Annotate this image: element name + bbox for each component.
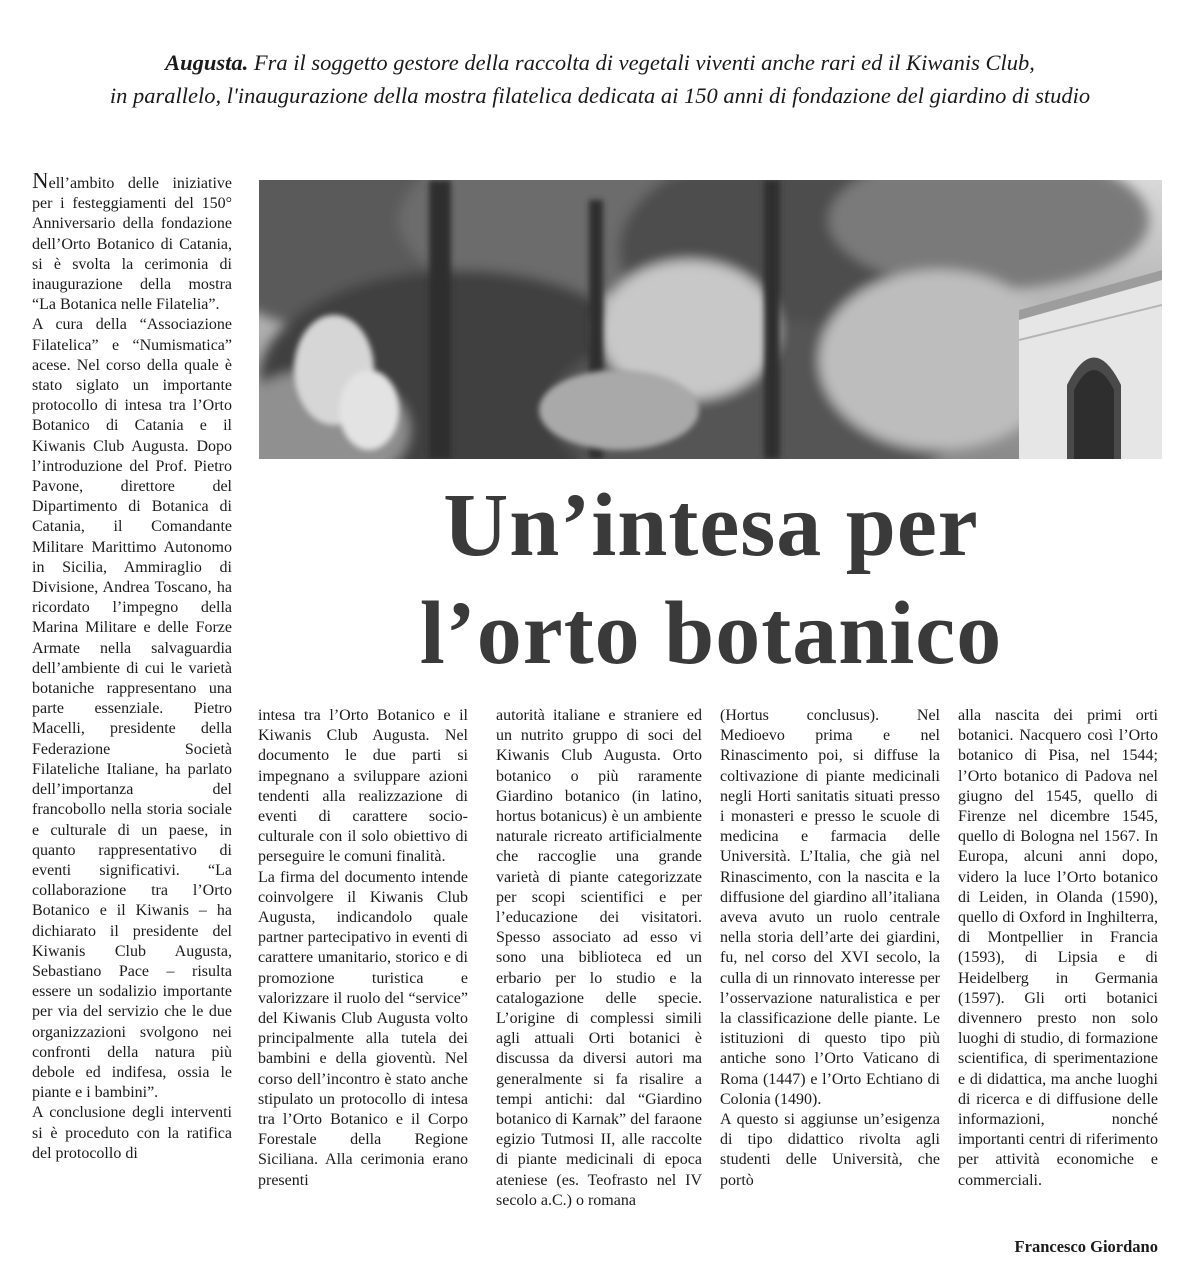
article-column-5 [958, 706, 1158, 1272]
headline-line-2: l’orto botanico [419, 584, 1003, 683]
subtitle-line-2: in parallelo, l'inaugurazione della mostra filatelica dedicata ai 150 anni di fondazione del giardino di studio [109, 83, 1091, 108]
dropcap-letter: N [32, 173, 49, 193]
article-subtitle [20, 46, 1180, 112]
paragraph: alla nascita dei primi orti botanici. Nacquero così l’Orto botanico di Pisa, nel 1544; l’Orto botanico di Padova nel giugno del 1545, quello di Firenze nel dicembre 1545, quello di Bologna nel 1567. In Europa, alcuni anni dopo, videro la luce l’Orto botanico di Leiden, in Olanda (1590), quello di Oxford in Inghilterra, di Montpellier in Francia (1593), di Lipsia e di Heidelberg in Germania (1597). Gli orti botanici divennero presto non solo luoghi di studio, di formazione scientifica, di sperimentazione e di didattica, ma anche luoghi di ricerca e di diffusione delle informazioni, nonché importanti centri di riferimento per attività economiche e commerciali. [958, 707, 1158, 1189]
paragraph: A cura della “Associazione Filatelica” e “Numismatica” acese. Nel corso della quale è stato siglato un importante protocollo di intesa tra l’Orto Botanico di Catania e il Kiwanis Club Augusta. Dopo l’introduzione del Prof. Pietro Pavone, direttore del Dipartimento di Botanica di Catania, il Comandante Militare Marittimo Autonomo in Sicilia, Ammiraglio di Divisione, Andrea Toscano, ha ricordato l’impegno della Marina Militare e delle Forze Armate nella salvaguardia dell’ambiente di cui le varietà botaniche rappresentano una parte essenziale. Pietro Macelli, presidente della Federazione Società Filateliche Italiane, ha parlato dell’importanza del francobollo nella storia sociale e culturale di un paese, in quanto rappresentativo di eventi significativi. “La collaborazione tra l’Orto Botanico e il Kiwanis – ha dichiarato il presidente del Kiwanis Club Augusta, Sebastiano Pace – risulta essere un sodalizio importante per via del servizio che le due organizzazioni svolgono nei confronti della natura più debole ed indifesa, ossia le piante e i bambini”. [32, 316, 232, 1102]
article-column-2 [258, 706, 468, 1272]
paragraph: intesa tra l’Orto Botanico e il Kiwanis Club Augusta. Nel documento le due parti si impegnano a sviluppare azioni tendenti alla realizzazione di eventi di carattere socio-culturale con il solo obiettivo di perseguire le comuni finalità. [258, 707, 468, 866]
paragraph-intro-text: ell’ambito delle iniziative per i festeggiamenti del 150° Anniversario della fondazione dell’Orto Botanico di Catania, si è svolta la cerimonia di inaugurazione della mostra “La Botanica nelle Filatelia”. [32, 175, 232, 314]
paragraph: (Hortus conclusus). Nel Medioevo prima e nel Rinascimento poi, si diffuse la coltivazione di piante medicinali negli Horti sanitatis situati presso i monasteri e presso le scuole di medicina e farmacia delle Università. L’Italia, che già nel Rinascimento, con la nascita e la diffusione del giardino all’italiana aveva avuto un ruolo centrale nella storia dell’arte dei giardini, fu, nel corso del XVI secolo, la culla di un rinnovato interesse per l’osservazione naturalistica e per la classificazione delle piante. Le istituzioni di questo tipo più antiche sono l’Orto Vaticano di Roma (1447) e l’Orto Echtiano di Colonia (1490). [720, 707, 940, 1108]
paragraph: A questo si aggiunse un’esigenza di tipo didattico rivolta agli studenti delle Università, che portò [720, 1111, 940, 1189]
subtitle-line-1 [20, 46, 1180, 79]
headline-line-1: Un’intesa per [443, 476, 979, 575]
subtitle-text-1: Fra il soggetto gestore della raccolta di vegetali viventi anche rari ed il Kiwanis Club, [253, 50, 1035, 75]
garden-photo [259, 180, 1162, 459]
article-column-3 [496, 706, 702, 1272]
garden-photo-icon [259, 180, 1162, 459]
article-column-4 [720, 706, 940, 1272]
author-byline: Francesco Giordano [1014, 1237, 1158, 1256]
paragraph: La firma del documento intende coinvolgere il Kiwanis Club Augusta, indicandolo quale partner partecipativo in eventi di carattere umanitario, storico e di promozione turistica e valorizzare il ruolo del “service” del Kiwanis Club Augusta volto principalmente alla tutela dei bambini e della gioventù. Nel corso dell’incontro è stato anche stipulato un protocollo di intesa tra l’Orto Botanico e il Corpo Forestale della Regione Siciliana. Alla cerimonia erano presenti [258, 868, 468, 1189]
subtitle-place: Augusta. [165, 50, 249, 75]
paragraph: A conclusione degli interventi si è proceduto con la ratifica del protocollo di [32, 1104, 232, 1162]
paragraph-intro [32, 173, 232, 315]
paragraph: autorità italiane e straniere ed un nutrito gruppo di soci del Kiwanis Club Augusta. Orto botanico o più raramente Giardino botanico (in latino, hortus botanicus) è un ambiente naturale ricreato artificialmente che raccoglie una grande varietà di piante categorizzate per scopi scientifici e per l’educazione dei visitatori. Spesso associato ad esso vi sono una biblioteca ed un erbario per lo studio e la catalogazione delle specie. L’origine di complessi simili agli attuali Orti botanici è discussa da diversi autori ma generalmente si fa risalire a tempi antichi: dal “Giardino botanico di Karnak” del faraone egizio Tutmosi II, alle raccolte di piante medicinali di epoca ateniese (es. Teofrasto nel IV secolo a.C.) o romana [496, 707, 702, 1209]
headline [258, 472, 1164, 688]
article-column-1 [32, 173, 232, 1273]
